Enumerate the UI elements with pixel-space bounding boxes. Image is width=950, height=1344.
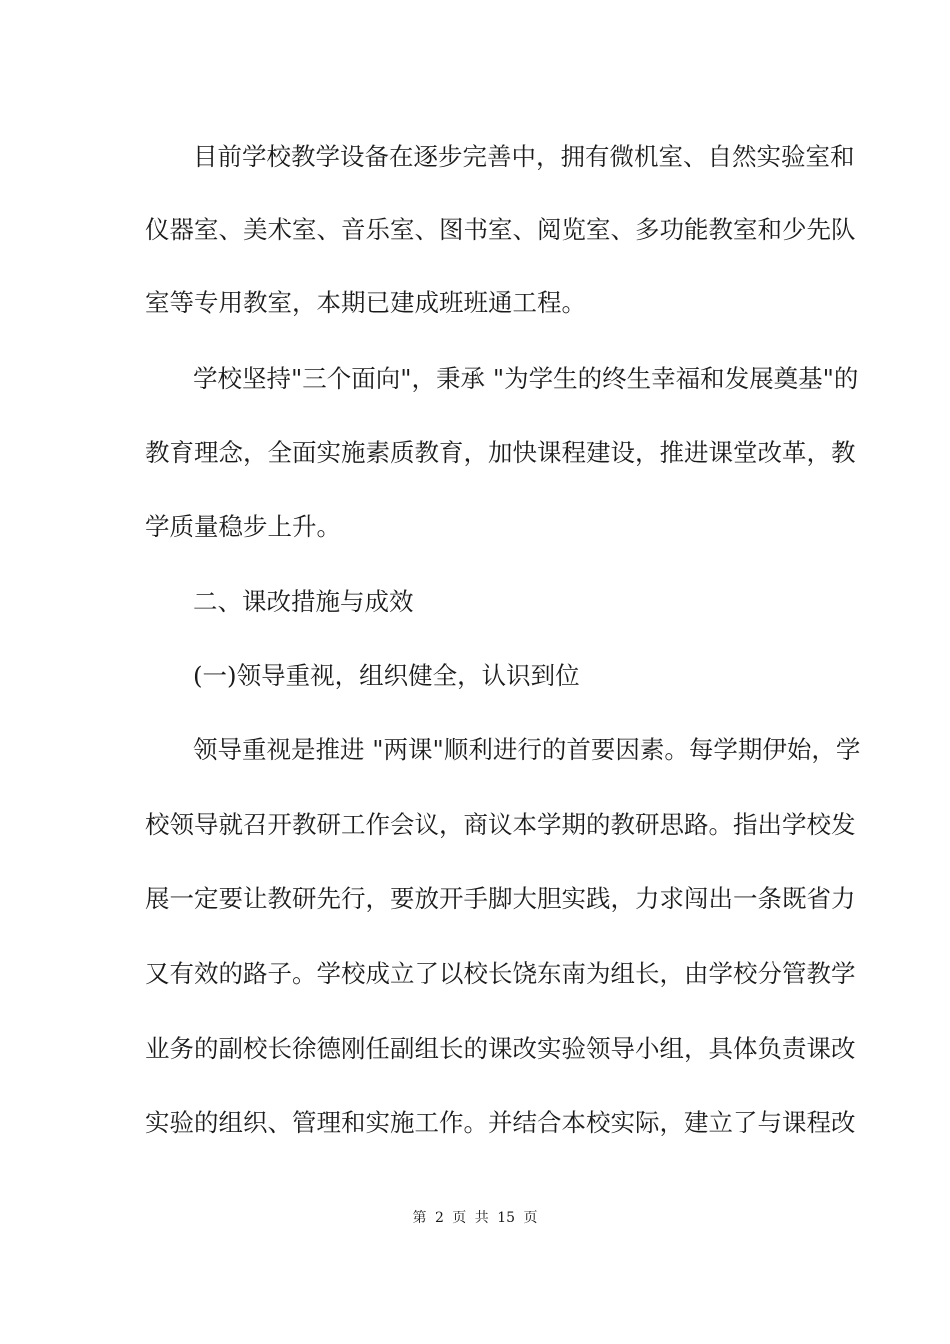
paragraph-line: 室等专用教室，本期已建成班班通工程。 (145, 288, 586, 317)
paragraph-line: 领导重视是推进 "两课"顺利进行的首要因素。每学期伊始，学 (193, 735, 861, 764)
paragraph-line: 又有效的路子。学校成立了以校长饶东南为组长，由学校分管教学 (145, 959, 856, 988)
paragraph-line: 校领导就召开教研工作会议，商议本学期的教研思路。指出学校发 (145, 810, 856, 839)
paragraph-line: 教育理念，全面实施素质教育，加快课程建设，推进课堂改革，教 (145, 438, 856, 467)
paragraph-line: 实验的组织、管理和实施工作。并结合本校实际，建立了与课程改 (145, 1108, 856, 1137)
paragraph-line: 展一定要让教研先行，要放开手脚大胆实践，力求闯出一条既省力 (145, 884, 856, 913)
paragraph-line: 目前学校教学设备在逐步完善中，拥有微机室、自然实验室和 (193, 142, 855, 171)
paragraph-line: 学校坚持"三个面向"，秉承 "为学生的终生幸福和发展奠基"的 (193, 364, 859, 393)
subsection-heading: (一)领导重视，组织健全，认识到位 (193, 661, 580, 690)
section-heading: 二、课改措施与成效 (193, 587, 414, 616)
paragraph-line: 学质量稳步上升。 (145, 512, 341, 541)
page-number-footer: 第 2 页 共 15 页 (412, 1210, 538, 1226)
paragraph-line: 仪器室、美术室、音乐室、图书室、阅览室、多功能教室和少先队 (145, 215, 856, 244)
paragraph-line: 业务的副校长徐德刚任副组长的课改实验领导小组，具体负责课改 (145, 1034, 856, 1063)
